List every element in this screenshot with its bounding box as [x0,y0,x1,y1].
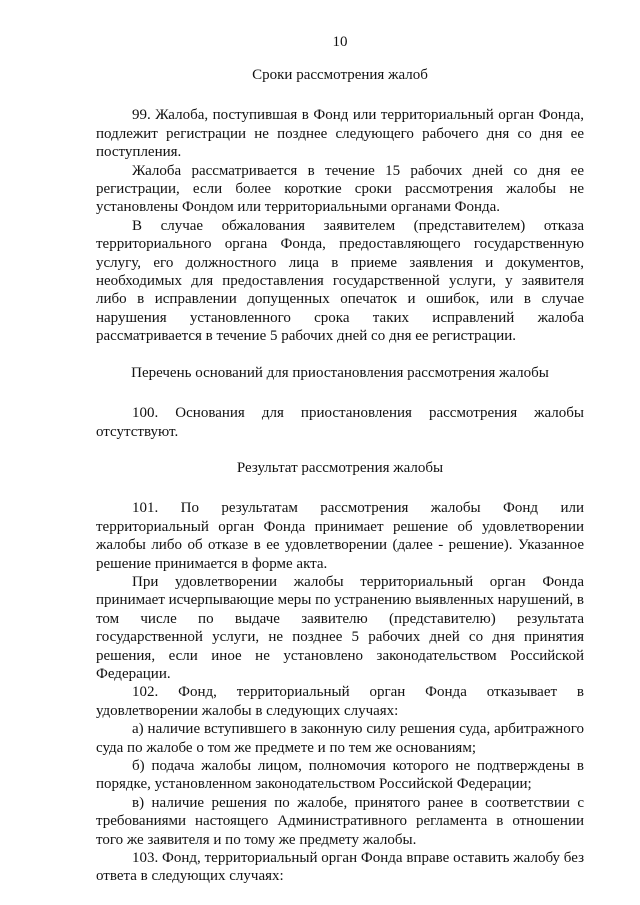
paragraph: 103. Фонд, территориальный орган Фонда вправе оставить жалобу без ответа в следующих случаях: [96,850,584,885]
paragraph: 101. По результатам рассмотрения жалобы Фонд или территориальный орган Фонда принимает решение об удовлетворении жалобы либо об отказе в ее удовлетворении (далее - решение). Указанное решение принимается в форме акта. [96,500,584,572]
paragraph: а) наличие вступившего в законную силу решения суда, арбитражного суда по жалобе о том же предмете и по тем же основаниям; [96,721,584,756]
paragraph: Жалоба рассматривается в течение 15 рабочих дней со дня ее регистрации, если более короткие сроки рассмотрения жалобы не установлены Фондом или территориальными органами Фонда. [96,162,584,216]
paragraph: 102. Фонд, территориальный орган Фонда отказывает в удовлетворении жалобы в следующих случаях: [96,684,584,719]
paragraph: б) подача жалобы лицом, полномочия которого не подтверждены в порядке, установленном законодательством Российской Федерации; [96,758,584,793]
paragraph: 99. Жалоба, поступившая в Фонд или территориальный орган Фонда, подлежит регистрации не позднее следующего рабочего дня со дня ее поступления. [96,107,584,161]
section-heading: Сроки рассмотрения жалоб [252,67,428,83]
paragraph: 100. Основания для приостановления рассмотрения жалобы отсутствуют. [96,405,584,440]
paragraph: В случае обжалования заявителем (представителем) отказа территориального органа Фонда, предоставляющего государственную услугу, его должностного лица в приеме заявления и документов, необходимых для предоставления государственной услуги, у заявителя либо в исправлении допущенных опечаток и ошибок, или в случае нарушения установленного срока таких исправлений жалоба рассматривается в течение 5 рабочих дней со дня ее регистрации. [96,217,584,345]
paragraph: в) наличие решения по жалобе, принятого ранее в соответствии с требованиями настоящего Административного регламента в отношении того же заявителя и по тому же предмету жалобы. [96,794,584,848]
section-heading: Перечень оснований для приостановления рассмотрения жалобы [131,364,549,381]
document-body [96,66,584,886]
section-heading: Результат рассмотрения жалобы [236,459,444,476]
paragraph: При удовлетворении жалобы территориальный орган Фонда принимает исчерпывающие меры по устранению выявленных нарушений, в том числе по выдаче заявителю (представителю) результата государственной услуги, не позднее 5 рабочих дней со дня принятия решения, если иное не установлено законодательством Российской Федерации. [96,573,584,682]
page-number: 10 [332,34,348,50]
